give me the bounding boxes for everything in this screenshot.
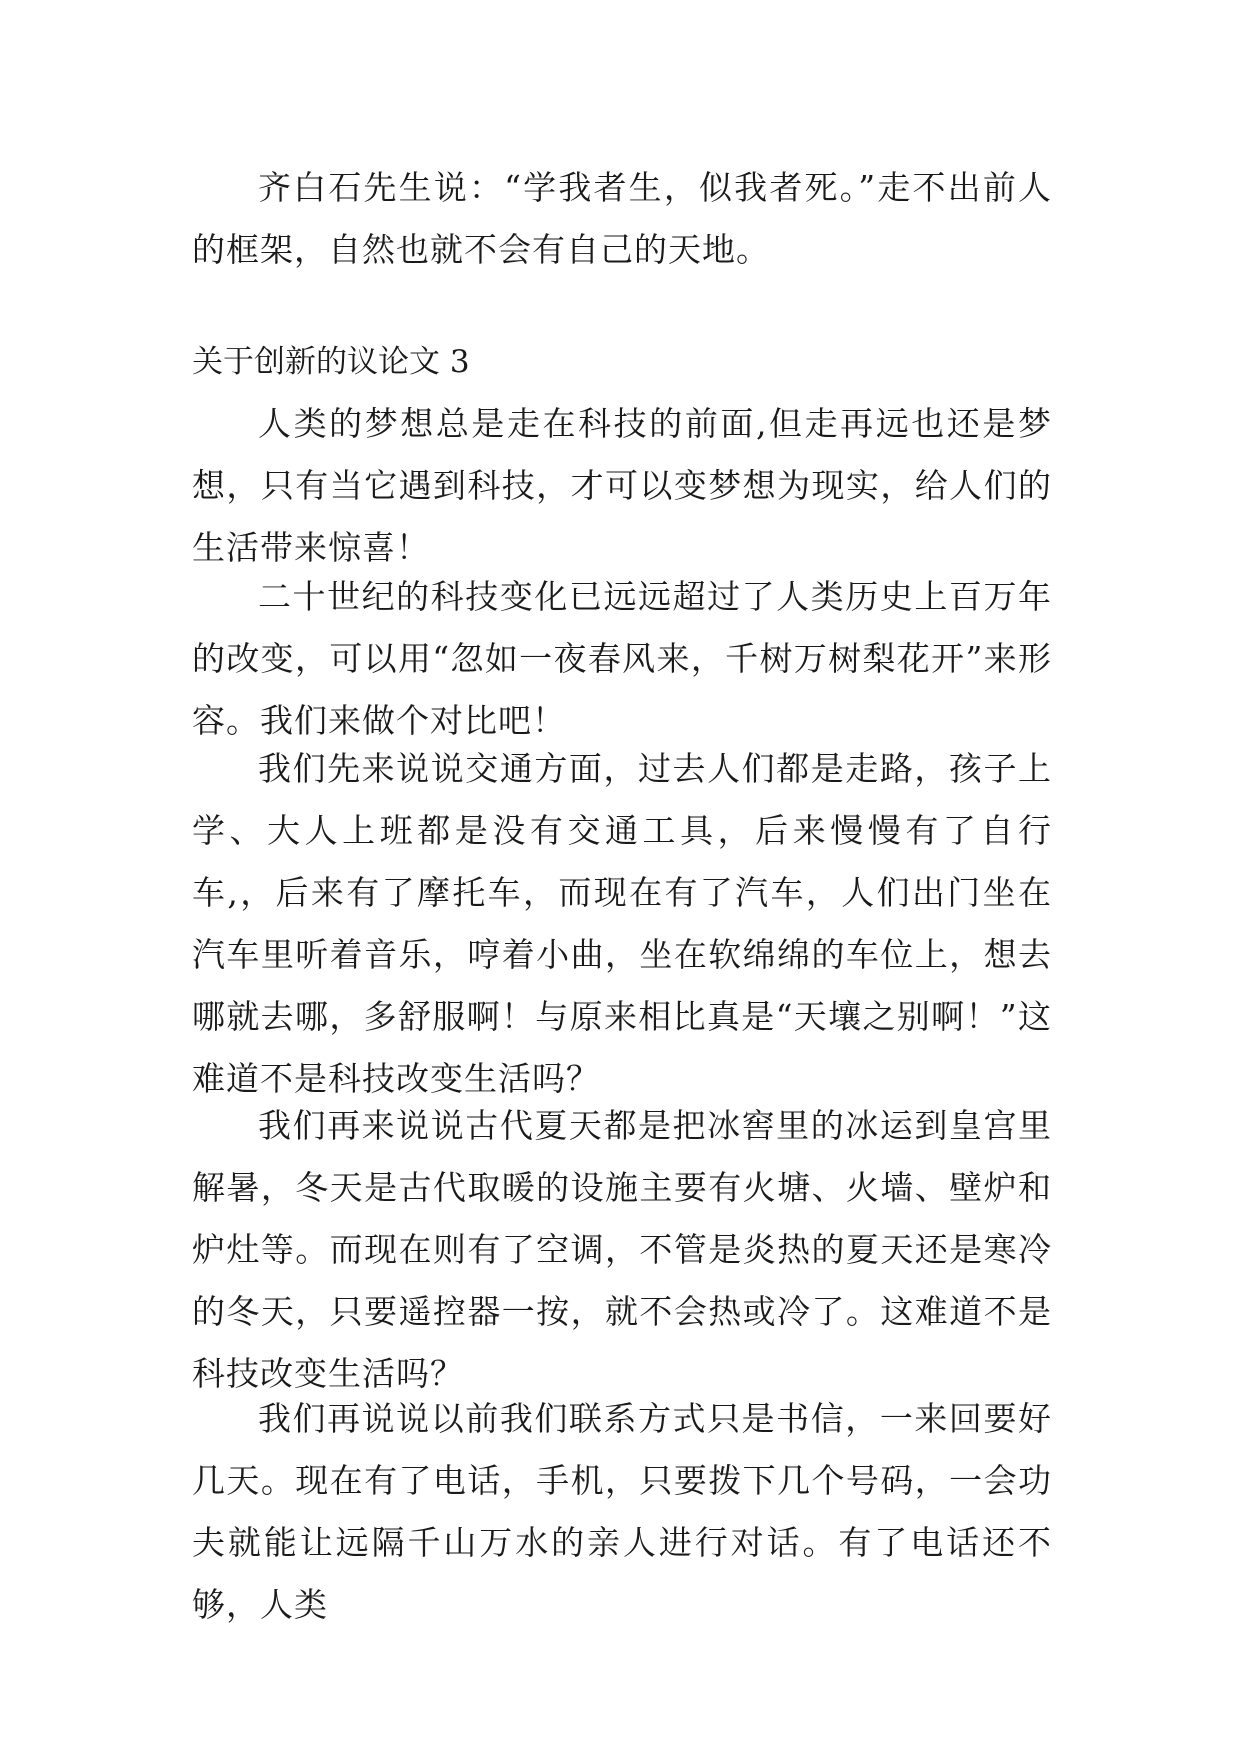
paragraph-heating-cooling: 我们再来说说古代夏天都是把冰窖里的冰运到皇宫里解暑，冬天是古代取暖的设施主要有火塘、火墙、壁炉和炉灶等。而现在则有了空调，不管是炎热的夏天还是寒冷的冬天，只要遥控器一按，就不会热或冷了。这难道不是科技改变生活吗？ xyxy=(192,1106,1052,1393)
paragraph-twentieth-century-change: 二十世纪的科技变化已远远超过了人类历史上百万年的改变，可以用“忽如一夜春风来，千树万树梨花开”来形容。我们来做个对比吧！ xyxy=(192,577,1052,740)
paragraph-communication: 我们再说说以前我们联系方式只是书信，一来回要好几天。现在有了电话，手机，只要拨下几个号码，一会功夫就能让远隔千山万水的亲人进行对话。有了电话还不够，人类 xyxy=(192,1399,1052,1624)
section-heading: 关于创新的议论文 3 xyxy=(192,344,470,380)
paragraph-qi-baishi-quote: 齐白石先生说：“学我者生，似我者死。”走不出前人的框架，自然也就不会有自己的天地。 xyxy=(192,168,1052,269)
paragraph-dreams-and-technology: 人类的梦想总是走在科技的前面,但走再远也还是梦想，只有当它遇到科技，才可以变梦想为现实，给人们的生活带来惊喜！ xyxy=(192,404,1052,567)
paragraph-transportation: 我们先来说说交通方面，过去人们都是走路，孩子上学、大人上班都是没有交通工具，后来慢慢有了自行车,，后来有了摩托车，而现在有了汽车，人们出门坐在汽车里听着音乐，哼着小曲，坐在软绵绵的车位上，想去哪就去哪，多舒服啊！与原来相比真是“天壤之别啊！”这难道不是科技改变生活吗？ xyxy=(192,749,1052,1098)
